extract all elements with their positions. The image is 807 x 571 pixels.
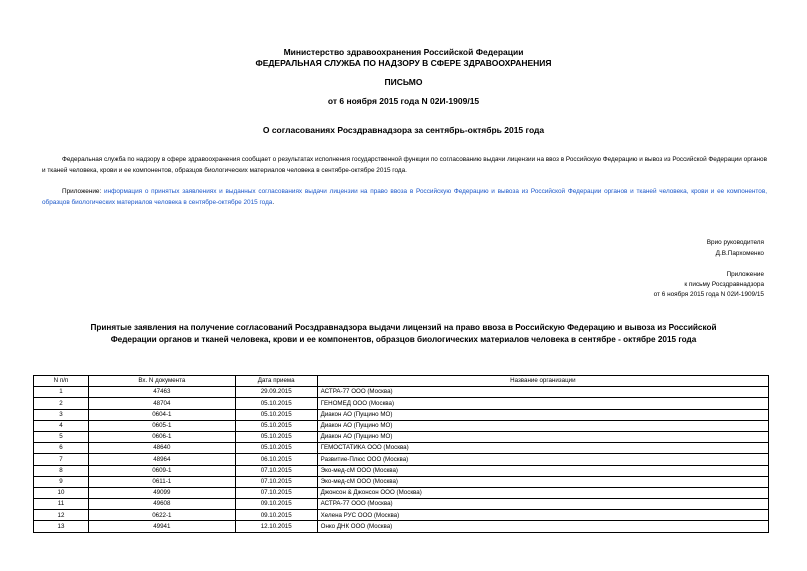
row-organization: Диакон АО (Пущино МО) [317,431,768,442]
table-row [34,398,769,409]
row-number: 7 [34,454,89,465]
table-title: Принятые заявления на получение согласований Росздравнадзора выдачи лицензий на право ввоза в Российскую Федерацию и вывоза из Российской Федерации органов и тканей человека, крови и ее компонентов, образцов биологических материалов человека в сентябре - октябре 2015 года [90,323,717,344]
table-row [34,521,769,532]
header-date: Дата приема [235,376,317,387]
attachment-label: Приложение: [62,188,102,195]
table-row [34,510,769,521]
row-date: 07.10.2015 [235,476,317,487]
row-date: 05.10.2015 [235,398,317,409]
row-date: 05.10.2015 [235,420,317,431]
row-date: 07.10.2015 [235,487,317,498]
row-organization: Эко-мед-сМ ООО (Москва) [317,465,768,476]
row-date: 06.10.2015 [235,454,317,465]
row-number: 3 [34,409,89,420]
table-row [34,443,769,454]
signature-position: Врио руководителя [706,239,764,246]
row-number: 11 [34,499,89,510]
row-number: 5 [34,431,89,442]
row-date: 09.10.2015 [235,510,317,521]
row-doc-number: 0611-1 [88,476,235,487]
row-number: 2 [34,398,89,409]
row-number: 13 [34,521,89,532]
header-organization: Название организации [317,376,768,387]
table-row [34,409,769,420]
row-date: 12.10.2015 [235,521,317,532]
row-doc-number: 48704 [88,398,235,409]
table-row [34,387,769,398]
row-date: 05.10.2015 [235,431,317,442]
row-date: 29.09.2015 [235,387,317,398]
table-row [34,431,769,442]
applications-table [33,375,769,533]
row-organization: Джонсон & Джонсон ООО (Москва) [317,487,768,498]
table-row [34,499,769,510]
header-number: N п/п [34,376,89,387]
appendix-line-3: от 6 ноября 2015 года N 02И-1909/15 [653,291,764,298]
table-row [34,420,769,431]
row-doc-number: 48640 [88,443,235,454]
row-doc-number: 48964 [88,454,235,465]
row-doc-number: 47463 [88,387,235,398]
row-doc-number: 0622-1 [88,510,235,521]
row-doc-number: 0605-1 [88,420,235,431]
row-doc-number: 49941 [88,521,235,532]
row-doc-number: 0606-1 [88,431,235,442]
row-organization: АСТРА-77 ООО (Москва) [317,387,768,398]
row-organization: ГЕНОМЕД ООО (Москва) [317,398,768,409]
attachment-link[interactable]: информация о принятых заявлениях и выданных согласованиях выдачи лицензии на право ввоза в Российскую Федерацию и вывоза из Российской Федерации органов и тканей человека, крови и ее компонентов, образцов биологических материалов человека в сентябре-октябре 2015 года [42,188,767,206]
table-row [34,465,769,476]
row-date: 05.10.2015 [235,443,317,454]
row-date: 05.10.2015 [235,409,317,420]
row-organization: Диакон АО (Пущино МО) [317,420,768,431]
main-paragraph: Федеральная служба по надзору в сфере здравоохранения сообщает о результатах исполнения государственной функции по согласованию выдачи лицензии на ввоз в Российскую Федерацию и вывоз из Российской Федерации органов и тканей человека, крови и ее компонентов, образцов биологических материалов человека в сентябре-октябре 2015 года. [42,156,767,174]
document-subject: О согласованиях Росздравнадзора за сентябрь-октябрь 2015 года [262,125,545,135]
appendix-line-1: Приложение [726,271,764,278]
ministry-name: Министерство здравоохранения Российской Федерации [283,47,524,57]
row-date: 09.10.2015 [235,499,317,510]
table-header-row [34,376,769,387]
row-number: 12 [34,510,89,521]
table-body [34,387,769,532]
row-number: 1 [34,387,89,398]
row-number: 4 [34,420,89,431]
signature-name: Д.В.Пархоменко [715,250,764,257]
table-row [34,476,769,487]
appendix-line-2: к письму Росздравнадзора [684,281,764,288]
row-date: 07.10.2015 [235,465,317,476]
header-doc-number: Вх. N документа [88,376,235,387]
row-number: 9 [34,476,89,487]
row-organization: Онко ДНК ООО (Москва) [317,521,768,532]
attachment-paragraph [42,186,767,208]
row-number: 6 [34,443,89,454]
service-name: ФЕДЕРАЛЬНАЯ СЛУЖБА ПО НАДЗОРУ В СФЕРЕ ЗДРАВООХРАНЕНИЯ [255,58,552,68]
table-row [34,487,769,498]
table-row [34,454,769,465]
row-organization: Развитие-Плюс ООО (Москва) [317,454,768,465]
row-organization: Эко-мед-сМ ООО (Москва) [317,476,768,487]
document-date: от 6 ноября 2015 года N 02И-1909/15 [327,96,480,106]
row-organization: Диакон АО (Пущино МО) [317,409,768,420]
row-organization: Хелена РУС ООО (Москва) [317,510,768,521]
row-organization: ГЕМОСТАТИКА ООО (Москва) [317,443,768,454]
document-type: ПИСЬМО [384,77,423,87]
row-doc-number: 49099 [88,487,235,498]
row-organization: АСТРА-77 ООО (Москва) [317,499,768,510]
attachment-end: . [272,199,275,206]
row-doc-number: 0604-1 [88,409,235,420]
row-number: 8 [34,465,89,476]
row-doc-number: 0609-1 [88,465,235,476]
row-number: 10 [34,487,89,498]
row-doc-number: 49608 [88,499,235,510]
